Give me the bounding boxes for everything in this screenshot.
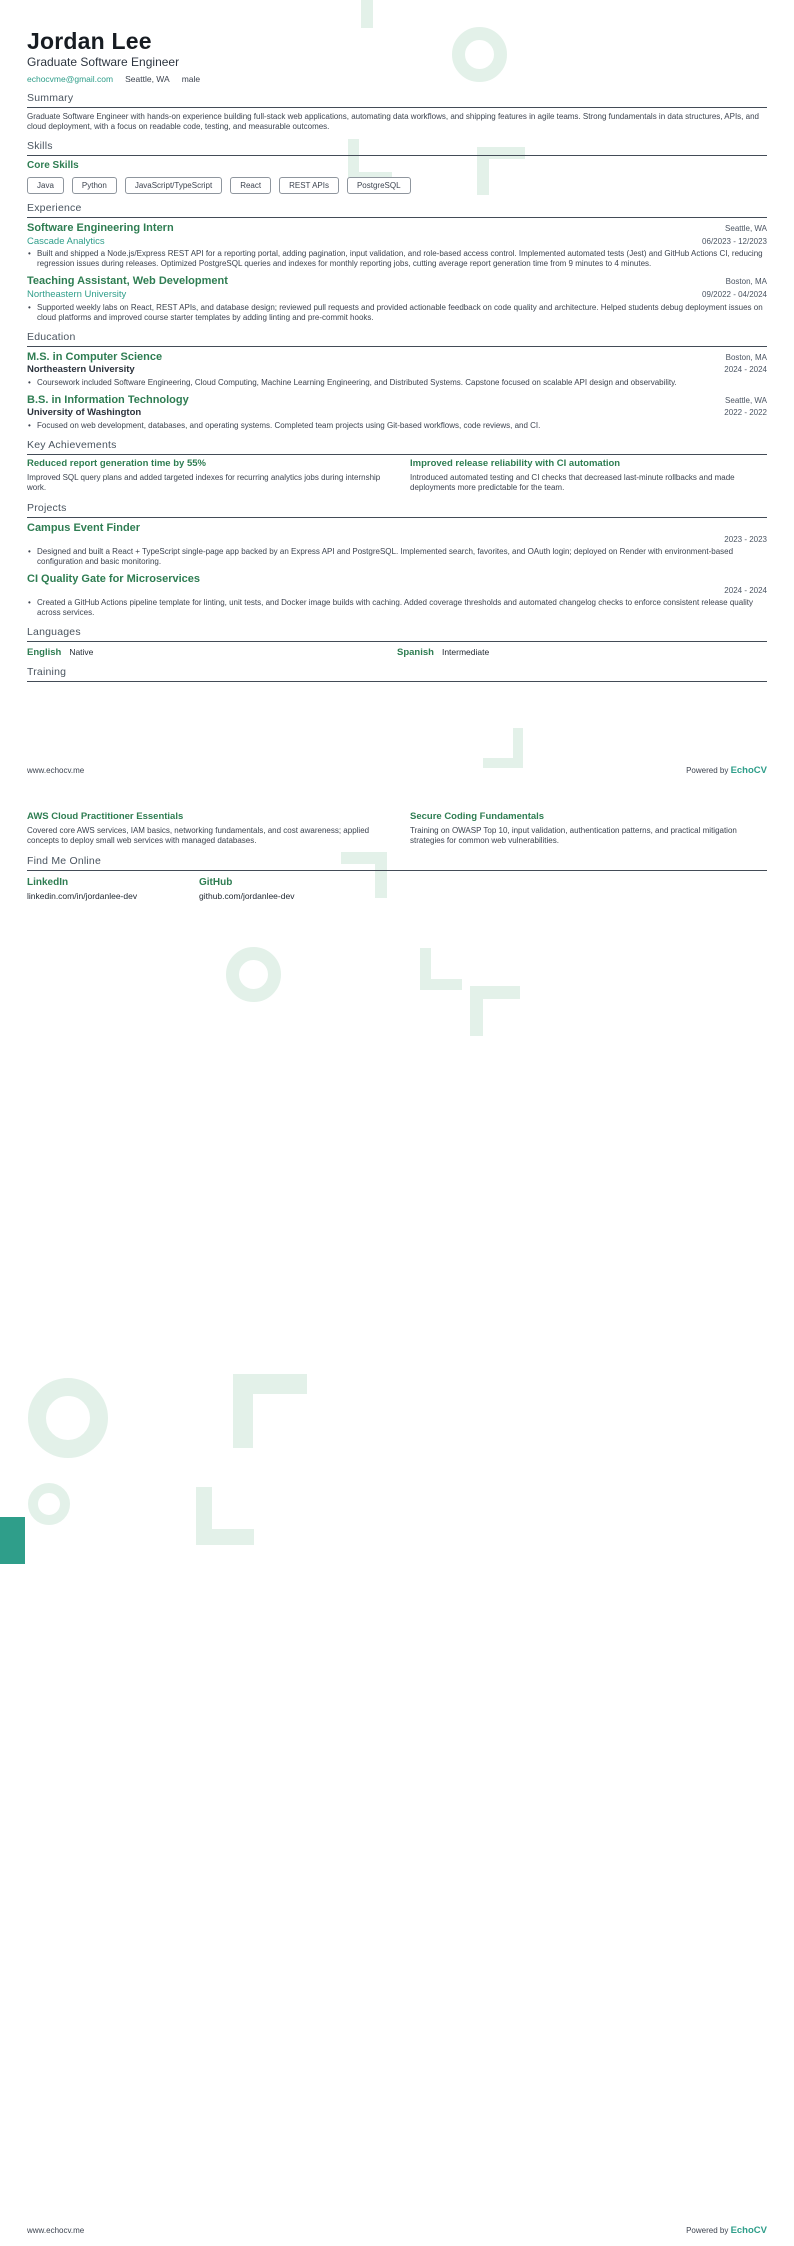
github-link[interactable]: github.com/jordanlee-dev xyxy=(199,890,295,901)
candidate-name: Jordan Lee xyxy=(27,28,152,54)
footer-powered-prefix: Powered by xyxy=(686,2226,729,2235)
echocv-brand-link[interactable]: EchoCV xyxy=(730,2225,767,2236)
experience-bullets xyxy=(27,249,767,269)
project-bullets xyxy=(27,598,767,618)
online-label: GitHub xyxy=(199,876,233,888)
section-experience xyxy=(27,202,767,322)
project-bullet: • Designed and built a React + TypeScript single-page app backed by an Express API and PostgreSQL. Implemented search, favorites, and OAuth login; deployed on Render with environment-based configuration and basic monitoring. xyxy=(27,547,767,567)
education-bullets xyxy=(27,421,767,431)
section-summary xyxy=(27,92,767,132)
experience-entry xyxy=(27,275,767,322)
project-entry xyxy=(27,573,767,618)
resume-header xyxy=(27,29,767,84)
skill-chip: Java xyxy=(27,177,64,195)
footer-powered xyxy=(686,2225,767,2236)
education-bullet: • Coursework included Software Engineering, Cloud Computing, Machine Learning Engineering, and Distributed Systems. Capstone focused on scalable API design and observability. xyxy=(27,378,767,388)
project-entry xyxy=(27,522,767,567)
education-bullets xyxy=(27,378,767,388)
education-degree: B.S. in Information Technology xyxy=(27,393,189,406)
experience-entry xyxy=(27,222,767,269)
languages-heading: Languages xyxy=(27,626,767,642)
language-name: Spanish xyxy=(397,647,434,659)
project-bullet: • Created a GitHub Actions pipeline template for linting, unit tests, and Docker image builds with caching. Added coverage thresholds and automated changelog checks to enforce consistent release quality across services. xyxy=(27,598,767,618)
education-entry xyxy=(27,394,767,431)
project-bullets xyxy=(27,547,767,567)
training-grid xyxy=(27,812,767,847)
page-2 xyxy=(0,788,794,2246)
language-item xyxy=(397,647,767,658)
linkedin-link[interactable]: linkedin.com/in/jordanlee-dev xyxy=(27,890,138,901)
online-heading: Find Me Online xyxy=(27,855,767,871)
training-text: Covered core AWS services, IAM basics, networking fundamentals, and cost awareness; applied concepts to deploy small web services with managed databases. xyxy=(27,825,370,846)
achievement-text: Improved SQL query plans and added targeted indexes for recurring analytics jobs during internship work. xyxy=(27,472,381,493)
online-item xyxy=(199,877,767,901)
footer-powered-prefix: Powered by xyxy=(686,766,729,775)
projects-heading: Projects xyxy=(27,502,767,518)
section-skills xyxy=(27,140,767,194)
project-dates: 2024 - 2024 xyxy=(724,586,767,596)
education-school: Northeastern University xyxy=(27,364,135,376)
education-heading: Education xyxy=(27,331,767,347)
education-location: Boston, MA xyxy=(725,352,767,362)
page-footer xyxy=(27,765,767,776)
skills-group-label: Core Skills xyxy=(27,160,79,172)
education-location: Seattle, WA xyxy=(725,395,767,405)
training-heading: Training xyxy=(27,666,767,682)
section-education xyxy=(27,331,767,431)
experience-company: Cascade Analytics xyxy=(27,236,105,248)
language-name: English xyxy=(27,647,62,659)
project-dates: 2023 - 2023 xyxy=(724,535,767,545)
experience-title: Software Engineering Intern xyxy=(27,222,174,235)
footer-site-link[interactable]: www.echocv.me xyxy=(27,2226,85,2235)
skill-chip: PostgreSQL xyxy=(347,177,411,195)
experience-company: Northeastern University xyxy=(27,289,127,301)
language-item xyxy=(27,647,397,658)
project-title: Campus Event Finder xyxy=(27,521,141,534)
skill-chip: JavaScript/TypeScript xyxy=(125,177,222,195)
achievement-title: Improved release reliability with CI automation xyxy=(410,457,621,469)
summary-heading: Summary xyxy=(27,92,767,108)
email-link[interactable]: echocvme@gmail.com xyxy=(27,73,114,84)
achievement-item xyxy=(27,459,384,494)
skills-heading: Skills xyxy=(27,140,767,156)
experience-heading: Experience xyxy=(27,202,767,218)
education-school: University of Washington xyxy=(27,407,142,419)
languages-grid xyxy=(27,647,767,658)
experience-dates: 09/2022 - 04/2024 xyxy=(702,290,767,300)
footer-powered xyxy=(686,765,767,776)
education-dates: 2024 - 2024 xyxy=(724,365,767,375)
education-bullet: • Focused on web development, databases, and operating systems. Completed team projects using Git-based workflows, code reviews, and CI. xyxy=(27,421,767,431)
experience-bullets xyxy=(27,303,767,323)
skill-chip: Python xyxy=(72,177,117,195)
training-item xyxy=(27,812,384,847)
summary-text: Graduate Software Engineer with hands-on experience building full-stack web applications, automating data workflows, and shipping features in agile teams. Strong fundamentals in data structures, APIs, and cloud deployment, with a focus on readable code, testing, and measurable outcomes. xyxy=(27,112,759,132)
experience-dates: 06/2023 - 12/2023 xyxy=(702,237,767,247)
contact-location: Seattle, WA xyxy=(125,73,170,84)
section-key-achievements xyxy=(27,439,767,494)
candidate-title: Graduate Software Engineer xyxy=(27,55,180,70)
training-text: Training on OWASP Top 10, input validation, authentication patterns, and practical mitigation strategies for common web vulnerabilities. xyxy=(410,825,737,846)
footer-site-link[interactable]: www.echocv.me xyxy=(27,766,85,775)
language-level: Native xyxy=(69,647,94,658)
skill-chip: REST APIs xyxy=(279,177,339,195)
experience-bullet: • Built and shipped a Node.js/Express REST API for a reporting portal, adding pagination, input validation, and role-based access control. Implemented automated tests (Jest) and GitHub Actions CI, reducing regression issues during releases. Optimized PostgreSQL queries and indexes for monthly reporting jobs, cutting average report generation time from 9 minutes to 4 minutes. xyxy=(27,249,767,269)
education-dates: 2022 - 2022 xyxy=(724,408,767,418)
skill-chips xyxy=(27,177,767,195)
education-degree: M.S. in Computer Science xyxy=(27,350,163,363)
training-title: AWS Cloud Practitioner Essentials xyxy=(27,811,184,822)
education-entry xyxy=(27,351,767,388)
training-item xyxy=(410,812,767,847)
experience-location: Seattle, WA xyxy=(725,224,767,234)
section-training xyxy=(27,666,767,682)
section-find-me-online xyxy=(27,855,767,901)
contact-row xyxy=(27,74,767,84)
online-grid xyxy=(27,877,767,901)
experience-bullet: • Supported weekly labs on React, REST APIs, and database design; reviewed pull requests and provided actionable feedback on code quality and architecture. Helped students debug deployment issues on cloud platforms and improved course starter templates by adding linting and pre-commit hooks. xyxy=(27,303,767,323)
achievement-text: Introduced automated testing and CI checks that decreased last-minute rollbacks and made deployments more predictable for the team. xyxy=(410,472,735,493)
project-title: CI Quality Gate for Microservices xyxy=(27,572,201,585)
achievements-heading: Key Achievements xyxy=(27,439,767,455)
achievement-title: Reduced report generation time by 55% xyxy=(27,457,206,469)
training-title: Secure Coding Fundamentals xyxy=(410,811,545,822)
contact-gender: male xyxy=(181,73,201,84)
experience-location: Boston, MA xyxy=(725,277,767,287)
skill-chip: React xyxy=(230,177,271,195)
page-1 xyxy=(0,0,794,788)
online-label: LinkedIn xyxy=(27,876,69,888)
achievements-grid xyxy=(27,459,767,494)
experience-title: Teaching Assistant, Web Development xyxy=(27,275,228,288)
echocv-brand-link[interactable]: EchoCV xyxy=(730,765,767,776)
achievement-item xyxy=(410,459,767,494)
page-footer xyxy=(27,2225,767,2236)
online-item xyxy=(27,877,199,901)
section-languages xyxy=(27,626,767,658)
section-projects xyxy=(27,502,767,619)
language-level: Intermediate xyxy=(441,647,490,658)
